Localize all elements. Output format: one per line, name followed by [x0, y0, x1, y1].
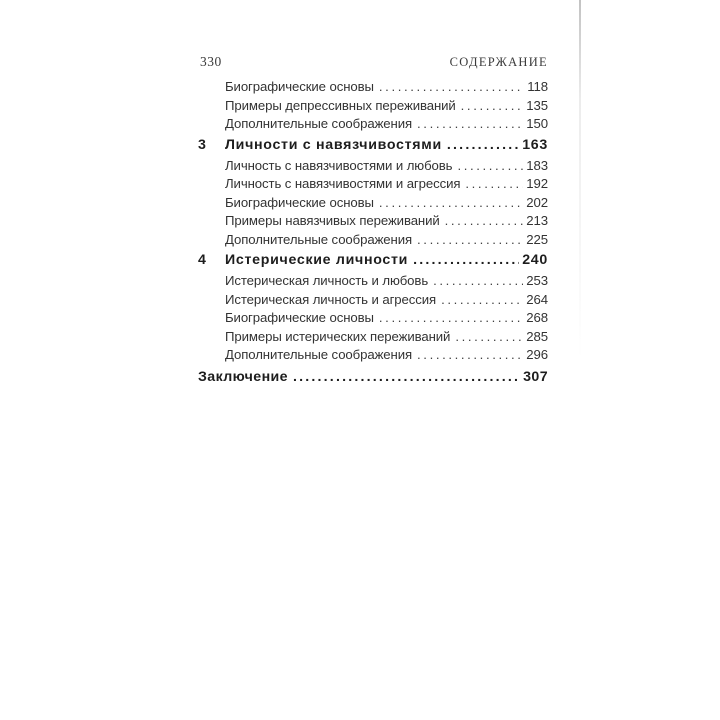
page-number-folio: 330 — [200, 54, 222, 69]
toc-chapter-number: 3 — [198, 136, 207, 153]
toc-entry-label: Биографические основы — [225, 194, 374, 210]
dot-leader — [461, 97, 524, 116]
toc-row — [198, 194, 548, 213]
toc-row — [198, 231, 548, 250]
toc-row — [198, 212, 548, 231]
toc-entry-label: Истерические личности — [225, 252, 409, 268]
toc-page-number: 150 — [526, 116, 548, 131]
toc-page-number: 268 — [526, 310, 548, 325]
toc-page-number: 183 — [526, 157, 548, 173]
dot-leader — [413, 250, 519, 271]
toc-row — [198, 309, 548, 328]
dot-leader — [379, 194, 523, 213]
dot-leader — [379, 78, 524, 97]
toc-page-number: 264 — [526, 291, 548, 307]
toc-entry-label: Личность с навязчивостями и агрессия — [225, 176, 461, 191]
dot-leader — [455, 328, 523, 347]
toc-row — [198, 175, 548, 194]
dot-leader — [457, 157, 523, 176]
toc-entry-label: Истерическая личность и агрессия — [225, 291, 437, 307]
toc-entry-label: Примеры навязчивых переживаний — [225, 213, 440, 228]
toc-entry-label: Биографические основы — [225, 79, 374, 94]
dot-leader — [445, 212, 524, 231]
toc-row — [198, 135, 548, 156]
toc-row — [198, 272, 548, 291]
dot-leader — [441, 291, 523, 310]
dot-leader — [417, 115, 523, 134]
toc-row — [198, 328, 548, 347]
toc-entry-label: Дополнительные соображения — [225, 116, 413, 131]
toc-page-number: 240 — [522, 252, 548, 268]
toc-page-number: 225 — [526, 231, 548, 247]
dot-leader — [417, 231, 523, 250]
dot-leader — [447, 135, 519, 156]
toc-row — [198, 367, 548, 388]
toc-row — [198, 78, 548, 97]
dot-leader — [433, 272, 523, 291]
page-edge-shadow — [579, 0, 581, 400]
dot-leader — [293, 367, 520, 388]
toc-chapter-number: 4 — [198, 252, 207, 268]
toc-page-number: 192 — [526, 176, 548, 191]
dot-leader — [417, 346, 523, 365]
toc-row — [198, 250, 548, 271]
table-of-contents — [198, 78, 548, 388]
dot-leader — [465, 175, 523, 194]
toc-row — [198, 115, 548, 134]
toc-page-number: 118 — [527, 79, 548, 94]
toc-entry-label: Личность с навязчивостями и любовь — [225, 157, 453, 173]
toc-entry-label: Заключение — [198, 368, 288, 385]
toc-page-number: 296 — [526, 347, 548, 362]
toc-entry-label: Дополнительные соображения — [225, 231, 413, 247]
toc-row — [198, 97, 548, 116]
toc-page-number: 307 — [523, 368, 548, 385]
toc-page-number: 163 — [522, 136, 548, 153]
toc-page-number: 135 — [526, 97, 548, 113]
toc-page-number: 253 — [526, 273, 548, 288]
toc-entry-label: Биографические основы — [225, 310, 374, 325]
toc-row — [198, 157, 548, 176]
dot-leader — [379, 309, 523, 328]
toc-entry-label: Примеры депрессивных переживаний — [225, 97, 456, 113]
running-head-title: СОДЕРЖАНИЕ — [449, 55, 548, 69]
toc-entry-label: Личности с навязчивостями — [225, 136, 442, 153]
toc-page-number: 202 — [526, 194, 548, 210]
toc-page-number: 285 — [526, 328, 548, 344]
running-header — [200, 54, 548, 70]
toc-row — [198, 346, 548, 365]
toc-row — [198, 291, 548, 310]
toc-page-number: 213 — [526, 213, 548, 228]
toc-entry-label: Дополнительные соображения — [225, 347, 413, 362]
toc-entry-label: Примеры истерических переживаний — [225, 328, 451, 344]
toc-entry-label: Истерическая личность и любовь — [225, 273, 429, 288]
